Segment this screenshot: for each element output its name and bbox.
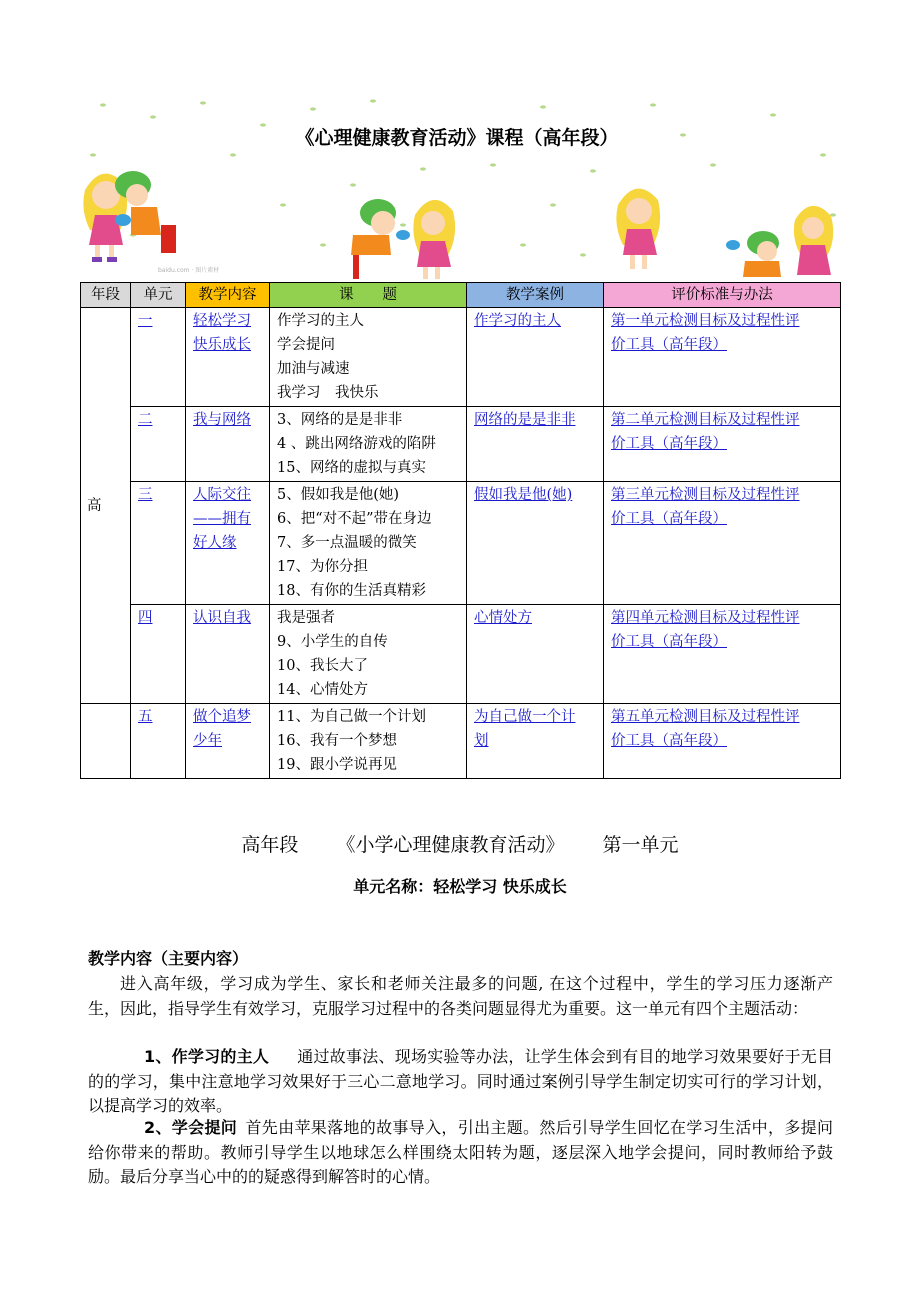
content-link-line[interactable]: 人际交往 bbox=[193, 487, 251, 503]
topic-line: 11、为自己做一个计划 bbox=[277, 709, 426, 725]
evaluation-cell bbox=[604, 704, 841, 779]
content-link-line[interactable]: 我与网络 bbox=[193, 412, 251, 428]
unit-link[interactable]: 二 bbox=[138, 412, 153, 428]
table-row bbox=[81, 605, 841, 704]
unit-name: 单元名称：轻松学习 快乐成长 bbox=[353, 877, 567, 896]
table-row bbox=[81, 308, 841, 407]
header-unit: 单元 bbox=[131, 283, 186, 308]
intro-paragraph: 进入高年级，学习成为学生、家长和老师关注最多的问题, 在这个过程中，学生的学习压力逐渐产生，因此，指导学生有效学习，克服学习过程中的各类问题显得尤为重要。这一单元有四个主题活动： bbox=[88, 974, 833, 1018]
content-link-line[interactable]: 快乐成长 bbox=[193, 337, 251, 353]
table-row bbox=[81, 407, 841, 482]
content-link-line[interactable]: ——拥有 bbox=[193, 511, 251, 527]
topics-cell bbox=[270, 308, 467, 407]
unit-heading-unit: 第一单元 bbox=[602, 834, 679, 856]
unit-cell bbox=[131, 308, 186, 407]
header-evaluation: 评价标准与办法 bbox=[604, 283, 841, 308]
unit-link[interactable]: 四 bbox=[138, 610, 153, 626]
activity-paragraph-2 bbox=[88, 1116, 833, 1190]
case-cell bbox=[467, 605, 604, 704]
evaluation-link-line[interactable]: 第五单元检测目标及过程性评 bbox=[611, 709, 800, 725]
table-row bbox=[81, 482, 841, 605]
case-link-line[interactable]: 为自己做一个计 bbox=[474, 709, 576, 725]
topic-line: 5、假如我是他(她) bbox=[277, 487, 400, 503]
topics-cell bbox=[270, 605, 467, 704]
case-link-line[interactable]: 作学习的主人 bbox=[474, 313, 561, 329]
case-cell bbox=[467, 308, 604, 407]
content-cell bbox=[186, 407, 270, 482]
topic-line: 6、把“对不起”带在身边 bbox=[277, 511, 432, 527]
topics-cell bbox=[270, 704, 467, 779]
evaluation-cell bbox=[604, 605, 841, 704]
case-link-line[interactable]: 划 bbox=[474, 733, 489, 749]
table-header-row bbox=[81, 283, 841, 308]
grade-cell: 高 bbox=[81, 308, 131, 704]
topics-cell bbox=[270, 482, 467, 605]
topic-line: 16、我有一个梦想 bbox=[277, 733, 397, 749]
unit-heading bbox=[0, 830, 920, 857]
activity-text-1: 通过故事法、现场实验等办法，让学生体会到有目的地学习效果要好于无目的的学习，集中注意地学习效果好于三心二意地学习。同时通过案例引导学生制定切实可行的学习计划，以提高学习的效率。 bbox=[88, 1047, 833, 1115]
activity-label-1: 1、作学习的主人 bbox=[144, 1047, 270, 1066]
curriculum-table bbox=[80, 282, 841, 779]
topic-line: 9、小学生的自传 bbox=[277, 634, 388, 650]
topic-line: 作学习的主人 bbox=[277, 313, 364, 329]
evaluation-link-line[interactable]: 第四单元检测目标及过程性评 bbox=[611, 610, 800, 626]
evaluation-link-line[interactable]: 第三单元检测目标及过程性评 bbox=[611, 487, 800, 503]
content-cell bbox=[186, 704, 270, 779]
activity-text-2: 首先由苹果落地的故事导入，引出主题。然后引导学生回忆在学习生活中，多提问给你带来的帮助。教师引导学生以地球怎么样围绕太阳转为题，逐层深入地学会提问，同时教师给予鼓励。最后分享当心中的的疑惑得到解答时的心情。 bbox=[88, 1118, 833, 1186]
table-row bbox=[81, 704, 841, 779]
case-link-line[interactable]: 假如我是他(她) bbox=[474, 487, 573, 503]
content-cell bbox=[186, 605, 270, 704]
unit-cell bbox=[131, 704, 186, 779]
topic-line: 我是强者 bbox=[277, 610, 335, 626]
case-cell bbox=[467, 482, 604, 605]
topic-line: 7、多一点温暖的微笑 bbox=[277, 535, 417, 551]
content-link-line[interactable]: 认识自我 bbox=[193, 610, 251, 626]
grade-cell-empty bbox=[81, 704, 131, 779]
evaluation-link-line[interactable]: 价工具（高年段） bbox=[611, 634, 727, 650]
page-title: 《心理健康教育活动》课程（高年段） bbox=[295, 127, 619, 149]
content-link-line[interactable]: 好人缘 bbox=[193, 535, 237, 551]
unit-link[interactable]: 一 bbox=[138, 313, 153, 329]
unit-heading-grade: 高年段 bbox=[241, 834, 299, 856]
content-link-line[interactable]: 轻松学习 bbox=[193, 313, 251, 329]
evaluation-link-line[interactable]: 价工具（高年段） bbox=[611, 511, 727, 527]
topics-cell bbox=[270, 407, 467, 482]
evaluation-cell bbox=[604, 407, 841, 482]
evaluation-link-line[interactable]: 第一单元检测目标及过程性评 bbox=[611, 313, 800, 329]
content-cell bbox=[186, 308, 270, 407]
header-content: 教学内容 bbox=[186, 283, 270, 308]
case-link-line[interactable]: 心情处方 bbox=[474, 610, 532, 626]
unit-cell bbox=[131, 605, 186, 704]
unit-cell bbox=[131, 407, 186, 482]
banner-watermark: baidu.com · 图片素材 bbox=[158, 267, 220, 274]
topic-line: 加油与减速 bbox=[277, 361, 350, 377]
topic-line: 14、心情处方 bbox=[277, 682, 368, 698]
topic-line: 10、我长大了 bbox=[277, 658, 368, 674]
evaluation-link-line[interactable]: 价工具（高年段） bbox=[611, 436, 727, 452]
header-cases: 教学案例 bbox=[467, 283, 604, 308]
header-banner bbox=[73, 95, 841, 285]
topic-line: 3、网络的是是非非 bbox=[277, 412, 403, 428]
content-cell bbox=[186, 482, 270, 605]
topic-line: 18、有你的生活真精彩 bbox=[277, 583, 426, 599]
case-cell bbox=[467, 407, 604, 482]
topic-line: 我学习 我快乐 bbox=[277, 385, 379, 401]
topic-line: 学会提问 bbox=[277, 337, 335, 353]
content-link-line[interactable]: 少年 bbox=[193, 733, 222, 749]
header-grade: 年段 bbox=[81, 283, 131, 308]
activity-paragraph-1 bbox=[88, 1045, 833, 1119]
evaluation-link-line[interactable]: 价工具（高年段） bbox=[611, 733, 727, 749]
evaluation-link-line[interactable]: 第二单元检测目标及过程性评 bbox=[611, 412, 800, 428]
case-link-line[interactable]: 网络的是是非非 bbox=[474, 412, 576, 428]
section-heading: 教学内容（主要内容） bbox=[88, 949, 249, 968]
unit-link[interactable]: 三 bbox=[138, 487, 153, 503]
evaluation-link-line[interactable]: 价工具（高年段） bbox=[611, 337, 727, 353]
activity-label-2: 2、学会提问 bbox=[144, 1118, 238, 1137]
header-topics: 课 题 bbox=[270, 283, 467, 308]
topic-line: 15、网络的虚拟与真实 bbox=[277, 460, 426, 476]
evaluation-cell bbox=[604, 308, 841, 407]
topic-line: 4 、跳出网络游戏的陷阱 bbox=[277, 436, 436, 452]
case-cell bbox=[467, 704, 604, 779]
content-link-line[interactable]: 做个追梦 bbox=[193, 709, 251, 725]
unit-cell bbox=[131, 482, 186, 605]
evaluation-cell bbox=[604, 482, 841, 605]
topic-line: 19、跟小学说再见 bbox=[277, 757, 397, 773]
topic-line: 17、为你分担 bbox=[277, 559, 368, 575]
unit-link[interactable]: 五 bbox=[138, 709, 153, 725]
unit-heading-course: 《小学心理健康教育活动》 bbox=[336, 834, 565, 856]
